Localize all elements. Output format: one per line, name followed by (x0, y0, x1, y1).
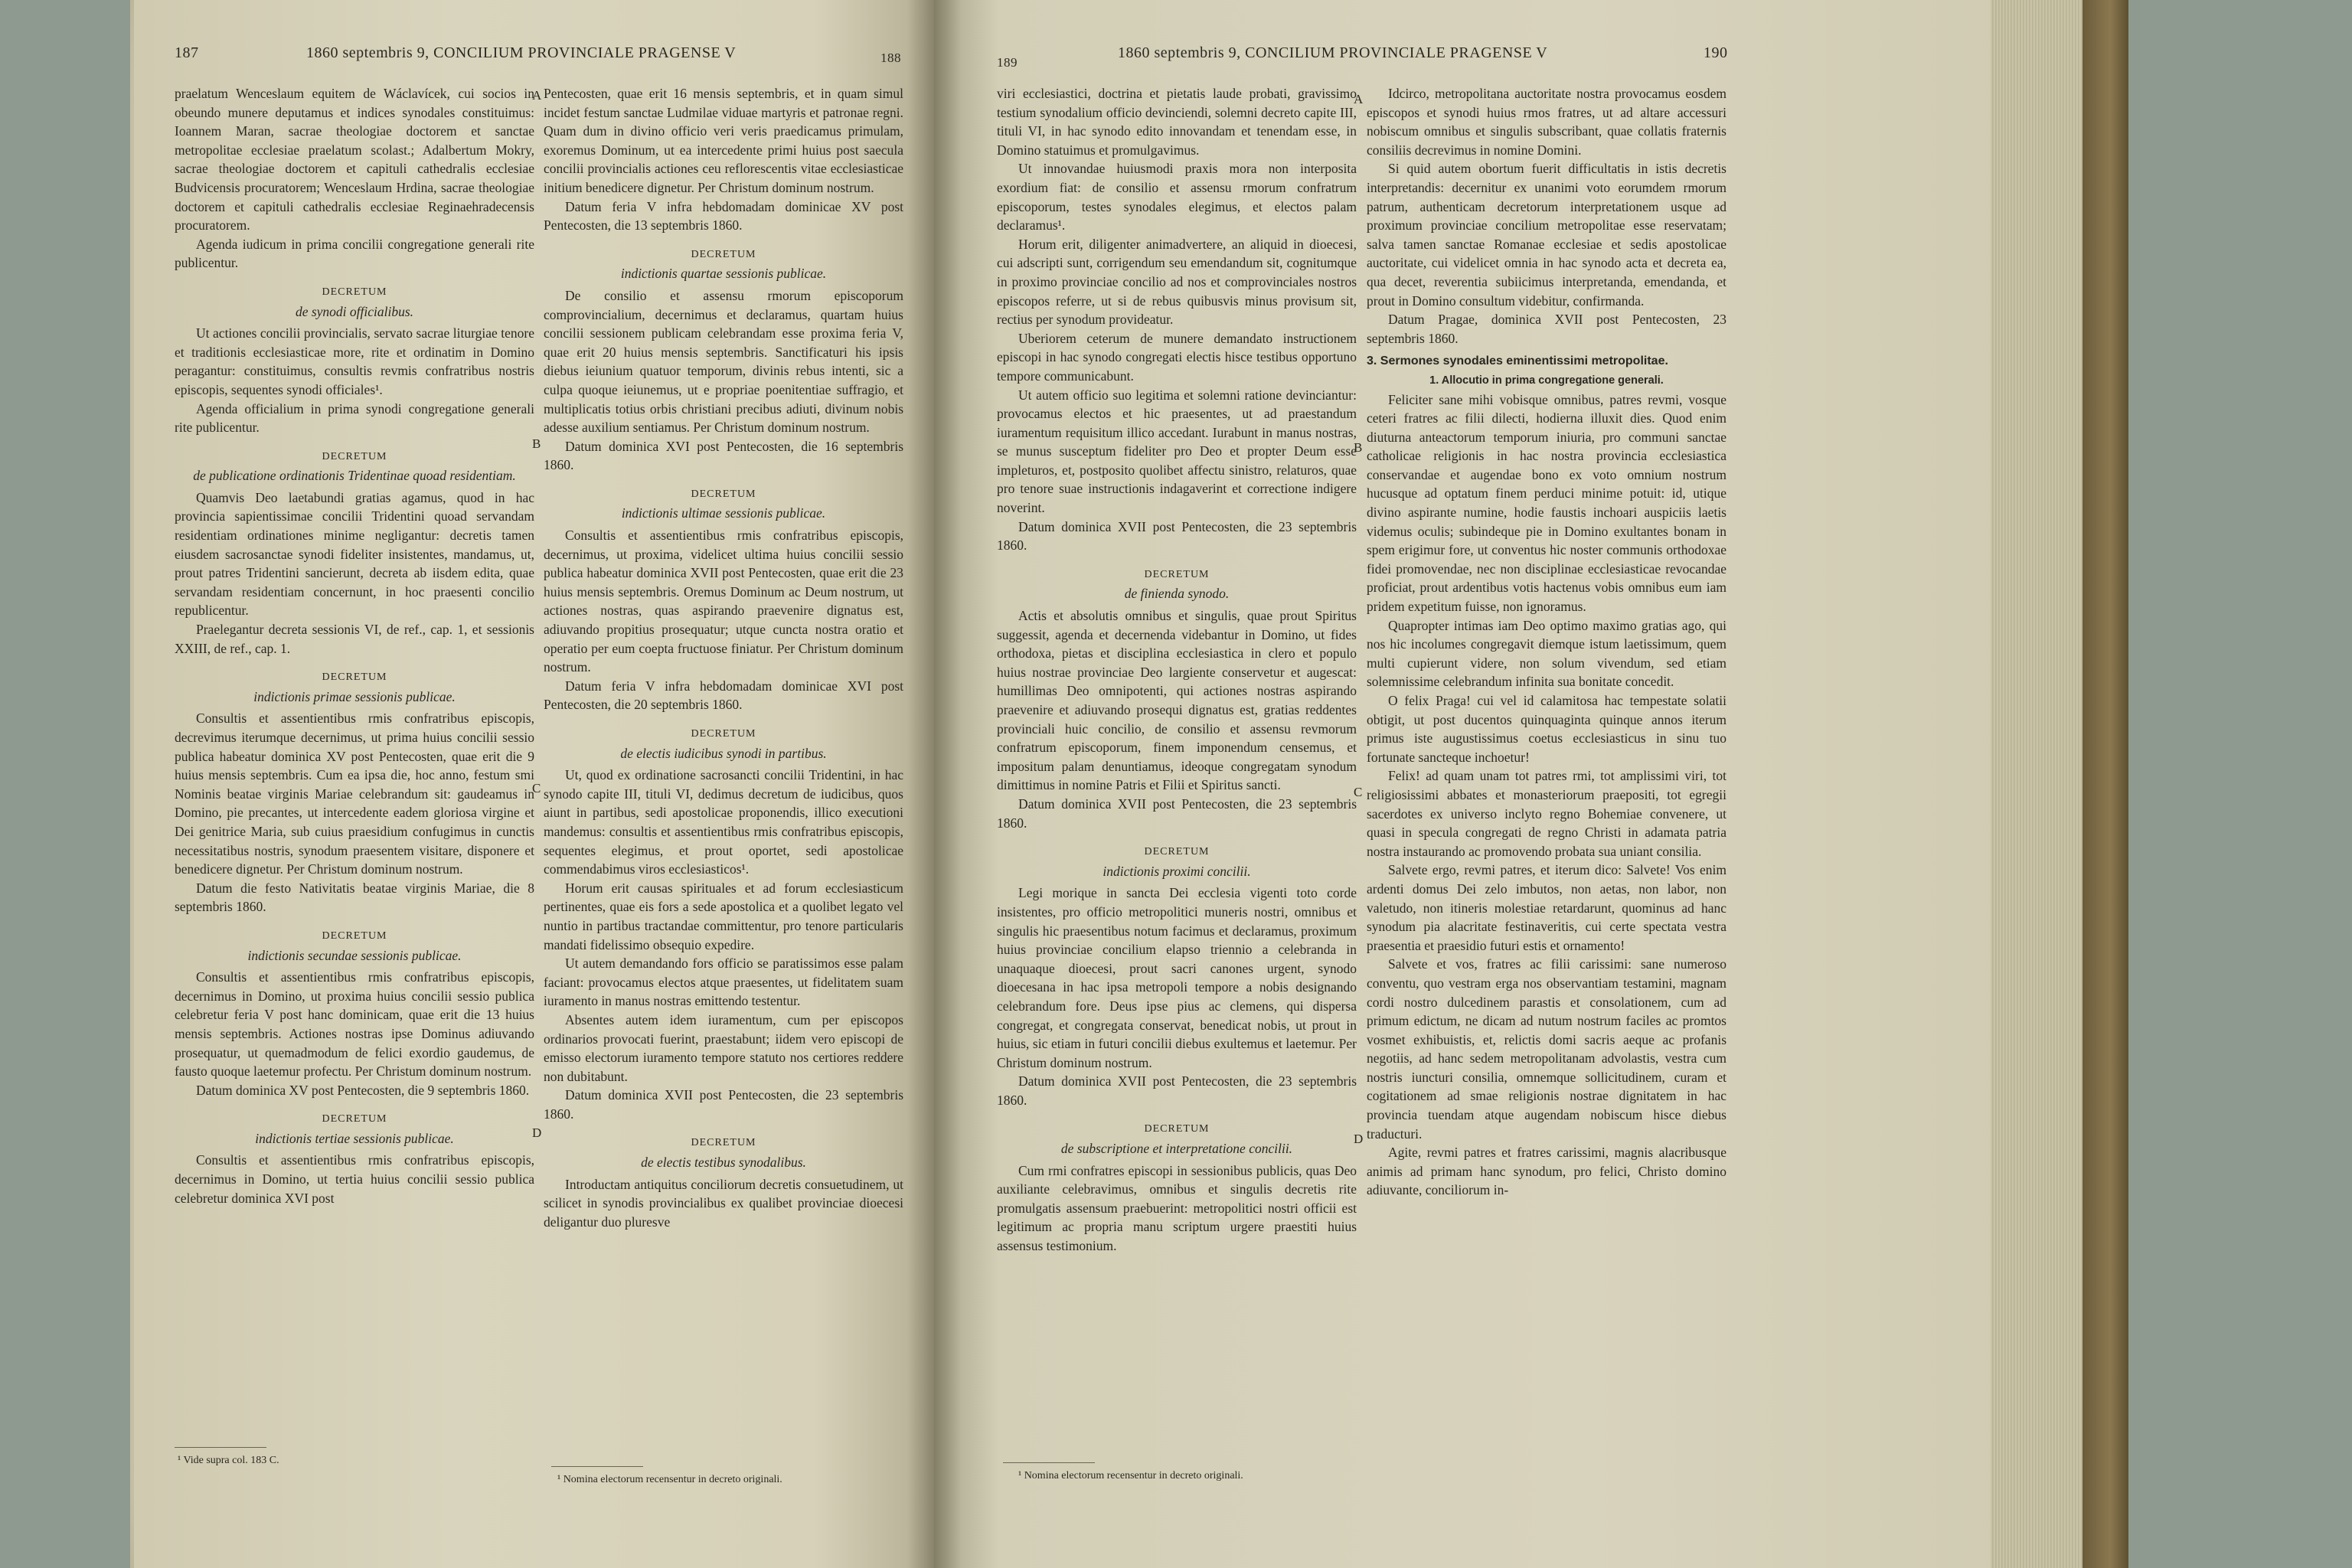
paragraph: Salvete et vos, fratres ac filii carissimi: sane numeroso conventu, quo vestram erga nos observantiam testamini, magnam cordi nostro dulcedinem parastis et consolationem, cum ad primum edictum, ne dicam ad nutum nostrum faciles ac promtos vosmet exhibuistis, et, relictis domi sacris aeque ac profanis negotiis, ad hanc sedem metropolitanam advolastis, vestra cum nostris iuncturi consilia, omnemque sollicitudinem, curam et cogitationem ad smae religionis nostrae dignitatem in hac provincia tuendam atque augendam nobiscum hisce diebus traducturi. (1367, 956, 1726, 1142)
paragraph: Legi morique in sancta Dei ecclesia vigenti toto corde insistentes, pro officio metropolitici muneris nostri, omnibus et singulis hic praesentibus notum facimus et declaramus, proximum huius provinciae concilium elapso triennio a celebranda in unaquaque dioecesi, prout sacri canones urgent, synodo dioecesana in hac ipsa metropoli tempore a nobis designando celebrandum fore. Deus ipse pius ac clemens, qui dispersa congregat, et congregata conservat, benedicat nobis, ut prout in huius, sic etiam in futuri concilii diebus exultemus et laetemur. Per Christum dominum nostrum. (997, 885, 1357, 1070)
decree-subtitle: de synodi officialibus. (295, 303, 414, 319)
section-heading: 3. Sermones synodales eminentissimi metropolitae. (1367, 354, 1668, 368)
decree-heading: DECRETUM (1144, 568, 1210, 580)
margin-marker: B (532, 436, 541, 451)
paragraph: Consultis et assentientibus rmis confratribus episcopis, decrevimus iterumque decernimus, ut prima huius concilii sessio publica habeatur dominica XV post Pentecosten, quae erit die 9 huius mensis septembris. Cum ea ipsa die, hoc anno, festum smi Nominis beatae virginis Mariae celebrandum sit: gaudeamus in Domino, pie precantes, ut intercedente eadem gloriosa virgine et Dei genitrice Maria, sub cuius praesidium confugimus in cunctis necessitatibus nostris, synodum praesentem visitare, disponere et benedicere dignetur. Per Christum dominum nostrum. (175, 710, 534, 877)
decree-heading: DECRETUM (322, 450, 387, 462)
margin-marker: C (1354, 785, 1363, 799)
book-cover-edge (2082, 0, 2128, 1568)
paragraph: Datum dominica XV post Pentecosten, die 9 septembris 1860. (196, 1082, 530, 1098)
running-head-right: 1860 septembris 9, CONCILIUM PROVINCIALE PRAGENSE V (1118, 44, 1548, 61)
paragraph: Datum dominica XVII post Pentecosten, die 23 septembris 1860. (544, 1087, 903, 1122)
running-head-left: 1860 septembris 9, CONCILIUM PROVINCIALE PRAGENSE V (306, 44, 737, 61)
decree-subtitle: indictionis proximi concilii. (1102, 863, 1251, 879)
paragraph: Pentecosten, quae erit 16 mensis septembris, et in quam simul incidet festum sanctae Ludmilae viduae martyris et patronae regni. Quam dum in divino officio veri veris praedicamus primulam, exoremus Dominum, ut ea intercedente primi huius post saecula concilii provincialis actiones ceu reflorescentis vitae ecclesiasticae initium benedicere dignetur. Per Christum dominum nostrum. (544, 86, 903, 195)
paragraph: Cum rmi confratres episcopi in sessionibus publicis, quas Deo auxiliante celebravimus, omnibus et singulis decretis rite promulgatis assensum praebuerint: metropolitici nostri officii est legitimum ac propria manu scriptum urgere praestiti huius assensus testimonium. (997, 1162, 1357, 1254)
footnote: ¹ Nomina electorum recensentur in decreto originali. (557, 1474, 782, 1485)
paragraph: Datum dominica XVII post Pentecosten, die 23 septembris 1860. (997, 795, 1357, 831)
book-gutter (907, 0, 961, 1568)
paragraph: viri ecclesiastici, doctrina et pietatis laude probati, gravissimo testium synodalium officio devinciendi, solemni decreto capite III, tituli VI, in hac synodo edito innovandam et tenendam esse, in Domino statuimus et promulgavimus. (997, 86, 1357, 158)
paragraph: Ut autem officio suo legitima et solemni ratione devinciantur: provocamus electos et hic praesentes, ut ad praestandum iuramentum requisitum illico accedant. Iurabunt in manus nostras, se munus susceptum fideliter pro Deo et propter Deum esse impleturos, et, postposito quolibet affectu sinistro, relaturos, quae pro tenore suae instructionis indagaverint et correctione indigere noverint. (997, 387, 1357, 516)
decree-subtitle: de publicatione ordinationis Tridentinae quoad residentiam. (193, 468, 516, 484)
paragraph: Uberiorem ceterum de munere demandato instructionem episcopi in hac synodo congregati electis hisce testibus opportuno tempore communicabunt. (997, 330, 1357, 384)
paragraph: O felix Praga! cui vel id calamitosa hac tempestate solatii obtigit, ut post ducentos quinquaginta quinque annos iterum primus iste augustissimus coetus ecclesiasticus in sinu tuo fortunate sancteque inchoetur! (1367, 693, 1726, 765)
paragraph: Idcirco, metropolitana auctoritate nostra provocamus eosdem episcopos et synodi huius rmos fratres, ut ad altare accessuri nobiscum omnibus et singulis subscribant, quae collatis fraternis consiliis decrevimus in nomine Domini. (1367, 86, 1726, 158)
paragraph: Felix! ad quam unam tot patres rmi, tot amplissimi viri, tot religiosissimi abbates et monasteriorum praepositi, tot egregii sacerdotes ex universo inclyto regno Bohemiae convenere, ut quasi in specula congregati de regno Christi in adamata patria nostra instaurando ac promovendo probata sua uniant consilia. (1367, 768, 1726, 859)
footnote-rule (551, 1466, 643, 1467)
decree-subtitle: indictionis primae sessionis publicae. (253, 688, 456, 704)
margin-marker: C (532, 781, 541, 795)
decree-heading: DECRETUM (322, 286, 387, 298)
decree-subtitle: indictionis secundae sessionis publicae. (247, 947, 462, 963)
paragraph: Praelegantur decreta sessionis VI, de ref., cap. 1, et sessionis XXIII, de ref., cap. 1. (175, 622, 534, 656)
paragraph: Horum erit causas spirituales et ad forum ecclesiasticum pertinentes, quae eis fors a sede apostolica et a quolibet legato vel nuntio in partibus tractandae committentur, pro tenore particularis mandati fidelissimo obsequio expedire. (544, 880, 903, 952)
paragraph: Consultis et assentientibus rmis confratribus episcopis, decernimus, ut proxima, videlicet ultima huius concilii sessio publica habeatur dominica XVII post Pentecosten, quae erit die 23 huius mensis septembris. Oremus Dominum ac Deum nostrum, ut actiones nostras, quas aspirando praevenire dignatus est, adiuvando propitius prosequatur; utque cuncta nostra oratio et operatio per eum coepta fructuose finiatur. Per Christum dominum nostrum. (544, 528, 903, 675)
paragraph: Quapropter intimas iam Deo optimo maximo gratias ago, qui nos hic incolumes congregavit diemque istum laetissimum, quem multi cupierunt videre, non solum vivendum, sed etiam solemnissime celebrandum infinita sua bonitate concedit. (1367, 617, 1726, 690)
decree-subtitle: de subscriptione et interpretatione concilii. (1060, 1141, 1293, 1157)
text-column-188 (544, 84, 903, 1231)
margin-marker: A (1354, 92, 1364, 106)
paragraph: Ut actiones concilii provincialis, servato sacrae liturgiae tenore et traditionis ecclesiasticae more, rite et ordinatim in Domino peragantur: constituimus, consultis revmis confratribus nostris episcopis, sequentes synodi officiales¹. (175, 325, 534, 397)
footnote-rule (1003, 1462, 1095, 1463)
margin-marker: B (1354, 440, 1363, 455)
text-column-187 (175, 84, 534, 1207)
decree-heading: DECRETUM (691, 728, 756, 740)
paragraph: Datum Pragae, dominica XVII post Pentecosten, 23 septembris 1860. (1367, 312, 1726, 346)
decree-heading: DECRETUM (691, 488, 756, 500)
page-number-187: 187 (175, 44, 199, 61)
margin-marker: A (532, 88, 542, 103)
paragraph: Datum die festo Nativitatis beatae virginis Mariae, die 8 septembris 1860. (175, 880, 534, 915)
paragraph: Ut autem demandando fors officio se paratissimos esse palam faciant: provocamus electos atque praesentes, ut fidelitatem suam iuramento in manus nostras emittendo testentur. (544, 956, 903, 1009)
paragraph: Ut innovandae huiusmodi praxis mora non interposita exordium fiat: de consilio et assensu rmorum confratrum episcoporum, testes synodales elegimus, et electos palam declaramus¹. (997, 161, 1357, 234)
decree-subtitle: indictionis quartae sessionis publicae. (620, 266, 827, 282)
paragraph: Feliciter sane mihi vobisque omnibus, patres revmi, vosque ceteri fratres ac filii dilecti, hodierna illuxit dies. Quod enim diuturna anteactorum temporum iniuria, pro communi sanctae catholicae religionis in hac nostra provincia ecclesiastica conservandae et augendae bono ex voto omnium nostrum hucusque ad optatum finem perduci minime potuit: id, utique divino aspirante numine, hodie faustis inchoari auspiciis laetis videmus oculis; subindeque pie in Domino exultantes bonam in spem erigimur fore, ut conventus hic noster communis orthodoxae fidei promovendae, nec non disciplinae ecclesiasticae revocandae proficiat, prout ardentibus votis hactenus vobis omnibus eum iam pridem expetitum fuisse, non ignoramus. (1367, 391, 1726, 615)
decree-heading: DECRETUM (322, 1113, 387, 1125)
decree-heading: DECRETUM (691, 248, 756, 260)
paragraph: praelatum Wenceslaum equitem de Wáclavícek, cui socios in obeundo munere deputamus et indices synodales constituimus: Ioannem Maran, sacrae theologiae doctorem et sanctae metropolitae ecclesiae praelatum scolast.; Adalbertum Mokry, sacrae theologiae doctorem et capituli cathedralis ecclesiae Budvicensis procuratorem; Wenceslaum Hrdina, sacrae theologiae doctorem et capituli cathedralis ecclesiae Reginaehradecensis procuratorem. (175, 86, 534, 234)
paragraph: Horum erit, diligenter animadvertere, an aliquid in dioecesi, cui adscripti sunt, corrigendum seu emendandum sit, cognitumque in proximo provinciae concilio ad nos et comprovinciales nostros episcopos referre, ut si de rebus quibusvis minus provisum sit, rectius per synodum provideatur. (997, 236, 1357, 328)
footnote: ¹ Nomina electorum recensentur in decreto originali. (1018, 1470, 1243, 1481)
paragraph: Introductam antiquitus conciliorum decretis consuetudinem, ut scilicet in synodis provincialibus ex qualibet provinciae dioecesi deligantur duo pluresve (544, 1176, 903, 1230)
paragraph: De consilio et assensu rmorum episcoporum comprovincialium, decernimus et declaramus, quartam huius concilii sessionem publicam celebrandam esse proxima feria V, quae erit 20 huius mensis septembris. Sanctificaturi his ipsis diebus ieiunium quatuor temporum, divinis rebus intenti, sic a culpa quoque ieiunemus, ut e propriae poenitentiae suffragio, et multiplicatis totius orbis christiani precibus adiuti, divinum nobis adesse auxilium sentiamus. Per Christum dominum nostrum. (544, 287, 903, 436)
footnote: ¹ Vide supra col. 183 C. (178, 1455, 279, 1466)
footnote-rule (175, 1447, 266, 1448)
paragraph: Datum feria V infra hebdomadam dominicae XVI post Pentecosten, die 20 septembris 1860. (544, 678, 903, 713)
paragraph: Agenda officialium in prima synodi congregatione generali rite publicentur. (175, 400, 534, 436)
paragraph: Datum dominica XVII post Pentecosten, die 23 septembris 1860. (997, 518, 1357, 554)
subsection-heading: 1. Allocutio in prima congregatione generali. (1429, 374, 1664, 387)
paragraph: Agite, revmi patres et fratres carissimi, magnis alacribusque animis ad primam hanc synodum, pro felici, Christo domino adiuvante, conciliorum in- (1367, 1145, 1726, 1198)
page-number-190: 190 (1704, 44, 1728, 61)
margin-marker: D (1354, 1132, 1364, 1146)
paragraph: Si quid autem obortum fuerit difficultatis in istis decretis interpretandis: decernitur ex unanimi voto eorumdem rmorum patrum, authenticam decretorum interpretationem usque ad proximum provinciae concilium metropolitae esse reservatam; salva tamen sanctae Romanae ecclesiae et sedis apostolicae auctoritate, cui videlicet omnia in hac synodo acta et decreta ea, qua decet, reverentia subiicimus interpretanda, emendanda, et prout in Domino consultum videbitur, confirmanda. (1367, 161, 1726, 309)
page-number-189: 189 (997, 55, 1018, 70)
decree-subtitle: de finienda synodo. (1124, 586, 1230, 602)
paragraph: Agenda iudicum in prima concilii congregatione generali rite publicentur. (175, 236, 534, 271)
text-column-190 (1367, 84, 1726, 1200)
decree-heading: DECRETUM (1144, 1123, 1210, 1135)
decree-subtitle: indictionis tertiae sessionis publicae. (255, 1130, 454, 1146)
paragraph: Consultis et assentientibus rmis confratribus episcopis, decernimus in Domino, ut tertia huius concilii sessio publica celebretur dominica XVI post (175, 1152, 534, 1206)
paragraph: Quamvis Deo laetabundi gratias agamus, quod in hac provincia sapientissimae concilii Tridentini quoad servandam residentiam ordinationes minime negligantur: decretis tamen eiusdem sacrosanctae synodi fideliter insistentes, mandamus, ut, prout patres Tridentini sancierunt, decreta ab iisdem edita, quae servandam residentiam concernunt, in hoc praesenti concilio republicentur. (175, 489, 534, 619)
decree-heading: DECRETUM (322, 671, 387, 684)
page-edges (1991, 0, 2082, 1568)
decree-heading: DECRETUM (322, 929, 387, 942)
paragraph: Consultis et assentientibus rmis confratribus episcopis, decernimus in Domino, ut proxima huius concilii sessio publica celebretur feria V post hanc dominicam, quae erit die 13 huius mensis septembris. Actiones nostras ipse Dominus adiuvando prosequatur, ut quemadmodum de felici exordio gaudemus, de fausto quoque laetemur profectu. Per Christum dominum nostrum. (175, 969, 534, 1080)
paragraph: Actis et absolutis omnibus et singulis, quae prout Spiritus suggessit, agenda et decernenda videbantur in Domino, ut fides orthodoxa, pietas et disciplina ecclesiastica in clero et populo huius nostrae provinciae Deo largiente conservetur et augescat: humillimas Deo omnipotenti, qui actiones nostras aspirando praevenire et adiuvando prosequi dignatus est, gratias reddentes provinciali huic concilio, de consilio et assensu revmorum confratrum episcoporum, finem imponendum censemus, et impositum palam denuntiamus, ideoque congregatam synodum dimittimus in nomine Patris et Filii et Spiritus sancti. (997, 608, 1357, 793)
paragraph: Ut, quod ex ordinatione sacrosancti concilii Tridentini, in hac synodo capite III, tituli VI, dedimus decretum de iudicibus, quos aiunt in partibus, sedi apostolicae proponendis, illico executioni mandemus: consultis et assentientibus rmis confratribus episcopis, sequentes elegimus, et prout oportet, sedi apostolicae commendabimus viros ecclesiasticos¹. (544, 767, 903, 877)
margin-marker: D (532, 1125, 542, 1140)
paragraph: Absentes autem idem iuramentum, cum per episcopos ordinarios provocati fuerint, praestabunt; iidem vero episcopi de emisso electorum iuramento tempore statuto nos certiores reddere non dubitabunt. (544, 1011, 903, 1084)
decree-subtitle: indictionis ultimae sessionis publicae. (621, 505, 826, 521)
paragraph: Datum dominica XVII post Pentecosten, die 23 septembris 1860. (997, 1073, 1357, 1108)
paragraph: Salvete ergo, revmi patres, et iterum dico: Salvete! Vos enim ardenti domus Dei zelo imbutos, non aetas, non labor, non valetudo, non itineris molestiae retardarunt, quominus ad hanc synodum pia alacritate festinaveritis, cui certe spectata vestra praesentia et praesidio futuri estis et ornamento! (1367, 862, 1726, 953)
text-column-189 (997, 84, 1357, 1256)
decree-subtitle: de electis testibus synodalibus. (641, 1155, 806, 1171)
page-number-188: 188 (880, 51, 901, 65)
paragraph: Datum feria V infra hebdomadam dominicae XV post Pentecosten, die 13 septembris 1860. (544, 198, 903, 234)
decree-heading: DECRETUM (691, 1137, 756, 1149)
decree-heading: DECRETUM (1144, 846, 1210, 858)
paragraph: Datum dominica XVI post Pentecosten, die 16 septembris 1860. (544, 438, 903, 473)
decree-subtitle: de electis iudicibus synodi in partibus. (620, 745, 827, 761)
